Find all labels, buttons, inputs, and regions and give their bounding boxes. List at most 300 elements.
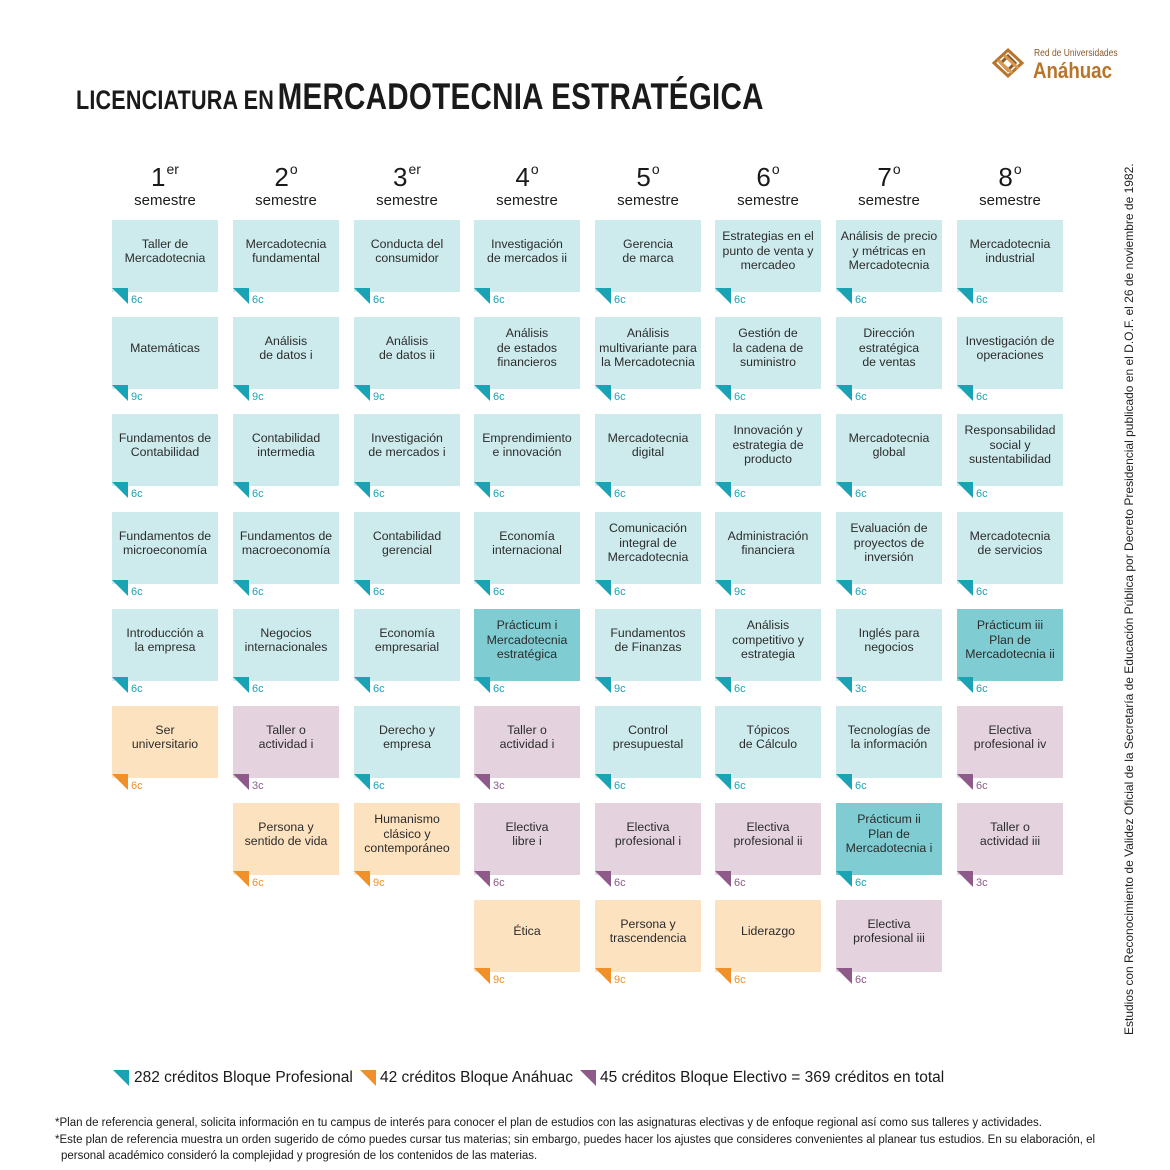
course-card <box>354 803 460 889</box>
block-marker-icon <box>354 385 370 401</box>
course-card <box>233 706 339 792</box>
profesional-marker-icon <box>113 1070 129 1086</box>
credit-value: 9c <box>614 974 626 986</box>
block-marker-icon <box>474 871 490 887</box>
course-name: Mercadotecnia de servicios <box>969 528 1051 557</box>
semester-header-3 <box>354 152 460 209</box>
electivo-marker-icon <box>580 1070 596 1086</box>
course-credits <box>957 486 1017 500</box>
legend-anahuac: 42 créditos Bloque Anáhuac <box>380 1069 574 1086</box>
block-marker-icon <box>233 580 249 596</box>
course-name: Investigación de mercados ii <box>487 236 567 265</box>
credit-value: 6c <box>855 488 867 500</box>
course-card <box>836 706 942 792</box>
course-name: Prácticum iii Plan de Mercadotecnia ii <box>965 618 1055 662</box>
course-credits <box>595 875 655 889</box>
course-name: Humanismo clásico y contemporáneo <box>364 812 450 856</box>
course-name: Administración financiera <box>727 528 809 557</box>
course-credits <box>595 292 655 306</box>
course-card <box>957 803 1063 889</box>
block-marker-icon <box>957 580 973 596</box>
course-name: Análisis competitivo y estrategia <box>732 618 804 662</box>
course-card <box>836 803 942 889</box>
block-marker-icon <box>836 774 852 790</box>
course-name: Taller o actividad iii <box>979 819 1041 848</box>
course-name: Electiva profesional iv <box>973 722 1047 751</box>
course-name: Electiva profesional iii <box>853 916 925 945</box>
course-card <box>474 317 580 403</box>
course-credits <box>233 681 293 695</box>
course-credits <box>474 389 534 403</box>
semester-label: semestre <box>617 192 679 209</box>
block-marker-icon <box>715 288 731 304</box>
block-marker-icon <box>715 871 731 887</box>
block-marker-icon <box>474 385 490 401</box>
course-name: Análisis de estados financieros <box>496 326 558 370</box>
course-name: Análisis de datos i <box>259 333 313 362</box>
credit-value: 6c <box>976 294 988 306</box>
course-credits <box>836 292 896 306</box>
course-card <box>112 512 218 598</box>
course-name: Análisis multivariante para la Mercadotecnia <box>599 326 697 370</box>
course-card <box>233 414 339 500</box>
course-credits <box>474 584 534 598</box>
legend-electivo: 45 créditos Bloque Electivo = 369 créditos en total <box>600 1069 945 1086</box>
course-card <box>112 706 218 792</box>
course-credits <box>595 972 655 986</box>
course-card <box>715 512 821 598</box>
course-credits <box>112 389 172 403</box>
credit-value: 6c <box>614 877 626 889</box>
block-marker-icon <box>595 677 611 693</box>
course-name: Gestión de la cadena de suministro <box>732 326 804 370</box>
course-name: Innovación y estrategia de producto <box>732 423 804 467</box>
course-name: Taller o actividad i <box>258 722 314 751</box>
block-marker-icon <box>836 968 852 984</box>
credit-value: 6c <box>493 294 505 306</box>
credit-value: 3c <box>252 780 264 792</box>
course-name: Persona y trascendencia <box>609 916 687 945</box>
course-card <box>233 220 339 306</box>
credit-value: 6c <box>131 586 143 598</box>
course-credits <box>957 778 1017 792</box>
course-credits <box>595 389 655 403</box>
course-name: Tópicos de Cálculo <box>738 722 798 751</box>
course-credits <box>715 389 775 403</box>
credit-value: 6c <box>252 294 264 306</box>
course-name: Derecho y empresa <box>378 722 436 751</box>
course-card <box>715 706 821 792</box>
course-credits <box>233 875 293 889</box>
credit-value: 6c <box>855 391 867 403</box>
credit-value: 9c <box>734 586 746 598</box>
course-credits <box>354 584 414 598</box>
course-name: Electiva profesional i <box>614 819 682 848</box>
block-marker-icon <box>836 677 852 693</box>
course-name: Economía internacional <box>492 528 562 557</box>
credit-value: 9c <box>131 391 143 403</box>
course-card <box>715 414 821 500</box>
course-card <box>595 706 701 792</box>
footnote-2: *Este plan de referencia muestra un orden sugerido de cómo puedes cursar tus materias; sin embargo, puedes hacer los ajustes que consideres convenientes al planear tus estudios. En su elaboración, el <box>55 1133 1096 1146</box>
credit-value: 6c <box>976 683 988 695</box>
block-marker-icon <box>474 774 490 790</box>
course-name: Negocios internacionales <box>244 625 328 654</box>
course-card <box>595 609 701 695</box>
course-name: Mercadotecnia fundamental <box>245 236 327 265</box>
semester-header-8 <box>957 152 1063 209</box>
course-name: Dirección estratégica de ventas <box>858 326 920 370</box>
credit-value: 6c <box>493 877 505 889</box>
block-marker-icon <box>957 288 973 304</box>
course-card <box>595 803 701 889</box>
credit-value: 6c <box>976 780 988 792</box>
course-card <box>957 414 1063 500</box>
credit-value: 6c <box>252 877 264 889</box>
block-marker-icon <box>595 385 611 401</box>
course-card <box>474 220 580 306</box>
credit-value: 6c <box>614 294 626 306</box>
course-card <box>474 512 580 598</box>
block-marker-icon <box>836 871 852 887</box>
course-credits <box>715 972 775 986</box>
course-card <box>112 220 218 306</box>
course-credits <box>354 778 414 792</box>
course-card <box>354 512 460 598</box>
course-credits <box>836 778 896 792</box>
credit-value: 6c <box>373 294 385 306</box>
credit-value: 6c <box>734 877 746 889</box>
course-card <box>715 317 821 403</box>
course-credits <box>354 875 414 889</box>
course-credits <box>474 778 534 792</box>
block-marker-icon <box>957 677 973 693</box>
course-credits <box>354 486 414 500</box>
credit-value: 9c <box>373 391 385 403</box>
footnotes <box>55 1115 1145 1165</box>
anahuac-marker-icon <box>360 1070 376 1086</box>
semester-header-4 <box>474 152 580 209</box>
semester-number: 3er <box>393 161 421 192</box>
credit-value: 6c <box>855 586 867 598</box>
course-name: Ser universitario <box>131 722 199 751</box>
course-name: Mercadotecnia digital <box>607 430 689 459</box>
credit-value: 6c <box>131 780 143 792</box>
block-marker-icon <box>836 385 852 401</box>
credit-value: 6c <box>493 683 505 695</box>
course-credits <box>836 486 896 500</box>
semester-number: 6$^o$ <box>756 161 780 192</box>
course-credits <box>836 584 896 598</box>
course-credits <box>474 972 534 986</box>
semester-label: semestre <box>737 192 799 209</box>
credit-value: 9c <box>493 974 505 986</box>
course-name: Mercadotecnia industrial <box>969 236 1051 265</box>
course-card <box>474 414 580 500</box>
block-marker-icon <box>957 385 973 401</box>
credit-value: 6c <box>131 488 143 500</box>
course-card <box>836 414 942 500</box>
block-marker-icon <box>112 677 128 693</box>
course-card <box>233 512 339 598</box>
course-card <box>836 317 942 403</box>
semester-label: semestre <box>858 192 920 209</box>
block-marker-icon <box>112 385 128 401</box>
block-marker-icon <box>354 288 370 304</box>
block-marker-icon <box>715 482 731 498</box>
course-name: Estrategias en el punto de venta y mercadeo <box>722 229 814 273</box>
course-credits <box>957 584 1017 598</box>
block-marker-icon <box>354 580 370 596</box>
credit-value: 3c <box>493 780 505 792</box>
course-card <box>354 414 460 500</box>
course-credits <box>957 389 1017 403</box>
block-marker-icon <box>233 677 249 693</box>
block-marker-icon <box>595 871 611 887</box>
block-marker-icon <box>957 871 973 887</box>
block-marker-icon <box>354 677 370 693</box>
course-card <box>836 220 942 306</box>
credit-value: 9c <box>614 683 626 695</box>
course-name: Economía empresarial <box>374 625 440 654</box>
course-name: Liderazgo <box>740 923 795 938</box>
block-marker-icon <box>474 482 490 498</box>
course-name: Conducta del consumidor <box>370 236 444 265</box>
block-marker-icon <box>595 482 611 498</box>
credit-value: 6c <box>614 780 626 792</box>
course-name: Responsabilidad social y sustentabilidad <box>964 423 1056 467</box>
side-legal-note: Estudios con Reconocimiento de Validez Oficial de la Secretaría de Educación Pública por Decreto Presidencial publicado en el D.O.F. el 26 de noviembre de 1982. <box>1122 163 1136 1035</box>
block-marker-icon <box>233 774 249 790</box>
credit-value: 6c <box>976 586 988 598</box>
credit-value: 6c <box>734 974 746 986</box>
course-name: Mercadotecnia global <box>848 430 930 459</box>
block-marker-icon <box>233 288 249 304</box>
course-name: Comunicación integral de Mercadotecnia <box>607 521 689 565</box>
course-credits <box>715 681 775 695</box>
credit-value: 6c <box>976 391 988 403</box>
credit-value: 3c <box>855 683 867 695</box>
credit-value: 6c <box>855 780 867 792</box>
semester-header-2 <box>233 152 339 209</box>
block-marker-icon <box>595 580 611 596</box>
course-card <box>474 900 580 986</box>
semester-label: semestre <box>496 192 558 209</box>
course-name: Emprendimiento e innovación <box>482 430 572 459</box>
course-credits <box>233 292 293 306</box>
course-card <box>715 220 821 306</box>
course-credits <box>957 681 1017 695</box>
course-credits <box>957 875 1017 889</box>
logo-text-main: Anáhuac <box>1033 58 1112 83</box>
semester-number: 2$^o$ <box>274 161 298 192</box>
course-card <box>233 803 339 889</box>
course-name: Control presupuestal <box>612 722 684 751</box>
course-credits <box>715 778 775 792</box>
block-marker-icon <box>112 580 128 596</box>
block-marker-icon <box>474 580 490 596</box>
course-credits <box>233 778 293 792</box>
credit-value: 6c <box>734 780 746 792</box>
block-marker-icon <box>595 968 611 984</box>
course-credits <box>595 486 655 500</box>
course-credits <box>595 778 655 792</box>
course-card <box>354 609 460 695</box>
anahuac-logo-icon <box>990 46 1030 80</box>
course-card <box>957 512 1063 598</box>
course-credits <box>715 875 775 889</box>
course-credits <box>474 875 534 889</box>
course-name: Ética <box>513 923 541 938</box>
credit-value: 6c <box>734 683 746 695</box>
block-marker-icon <box>595 774 611 790</box>
block-marker-icon <box>112 482 128 498</box>
course-name: Evaluación de proyectos de inversión <box>850 521 928 565</box>
course-credits <box>957 292 1017 306</box>
credit-value: 6c <box>252 488 264 500</box>
course-card <box>474 609 580 695</box>
course-card <box>836 900 942 986</box>
block-marker-icon <box>112 288 128 304</box>
course-credits <box>836 389 896 403</box>
course-card <box>354 706 460 792</box>
credit-value: 9c <box>373 877 385 889</box>
block-marker-icon <box>715 677 731 693</box>
course-name: Contabilidad gerencial <box>372 528 442 557</box>
block-marker-icon <box>233 871 249 887</box>
course-card <box>957 609 1063 695</box>
credit-value: 6c <box>493 586 505 598</box>
semester-label: semestre <box>134 192 196 209</box>
semester-number: 7$^o$ <box>877 161 901 192</box>
block-marker-icon <box>354 774 370 790</box>
block-marker-icon <box>715 385 731 401</box>
course-name: Gerencia de marca <box>622 236 674 265</box>
course-card <box>112 317 218 403</box>
course-name: Fundamentos de macroeconomía <box>239 528 333 557</box>
credit-value: 6c <box>373 683 385 695</box>
course-card <box>474 803 580 889</box>
course-credits <box>595 584 655 598</box>
course-name: Investigación de mercados i <box>368 430 446 459</box>
course-credits <box>715 292 775 306</box>
course-name: Investigación de operaciones <box>965 333 1055 362</box>
course-name: Análisis de datos ii <box>378 333 436 362</box>
course-credits <box>474 486 534 500</box>
block-marker-icon <box>836 482 852 498</box>
page-title <box>76 76 764 118</box>
credit-value: 6c <box>976 488 988 500</box>
semester-number: 5$^o$ <box>636 161 660 192</box>
course-credits <box>836 875 896 889</box>
block-marker-icon <box>474 968 490 984</box>
block-marker-icon <box>354 871 370 887</box>
course-name: Prácticum ii Plan de Mercadotecnia i <box>845 812 933 856</box>
course-name: Tecnologías de la información <box>847 722 931 751</box>
course-name: Persona y sentido de vida <box>244 819 328 848</box>
credit-value: 6c <box>493 391 505 403</box>
semester-header-7 <box>836 152 942 209</box>
credit-value: 6c <box>131 683 143 695</box>
course-name: Contabilidad intermedia <box>251 430 321 459</box>
block-marker-icon <box>112 774 128 790</box>
course-card <box>112 609 218 695</box>
course-name: Análisis de precio y métricas en Mercadotecnia <box>840 229 938 273</box>
course-credits <box>715 584 775 598</box>
course-credits <box>112 486 172 500</box>
course-credits <box>595 681 655 695</box>
course-credits <box>354 292 414 306</box>
course-credits <box>233 584 293 598</box>
course-credits <box>112 292 172 306</box>
course-credits <box>715 486 775 500</box>
course-card <box>715 803 821 889</box>
title-main: MERCADOTECNIA ESTRATÉGICA <box>277 76 764 117</box>
course-card <box>595 512 701 598</box>
course-credits <box>112 681 172 695</box>
course-credits <box>112 584 172 598</box>
semester-header-1 <box>112 152 218 209</box>
course-card <box>715 609 821 695</box>
footnote-1: *Plan de referencia general, solicita información en tu campus de interés para conocer el plan de estudios con las asignaturas electivas y de enfoque regional así como sus talleres y actividades. <box>55 1117 1043 1129</box>
block-marker-icon <box>233 482 249 498</box>
semester-label: semestre <box>255 192 317 209</box>
block-marker-icon <box>715 968 731 984</box>
course-name: Fundamentos de Finanzas <box>610 625 686 654</box>
course-credits <box>836 972 896 986</box>
course-name: Taller o actividad i <box>499 722 555 751</box>
block-marker-icon <box>474 677 490 693</box>
course-name: Prácticum i Mercadotecnia estratégica <box>486 618 568 662</box>
credit-value: 6c <box>252 586 264 598</box>
course-name: Taller de Mercadotecnia <box>124 236 206 265</box>
course-credits <box>233 389 293 403</box>
course-name: Matemáticas <box>130 340 200 355</box>
course-credits <box>354 389 414 403</box>
course-card <box>112 414 218 500</box>
credit-value: 6c <box>855 294 867 306</box>
course-card <box>595 317 701 403</box>
course-credits <box>112 778 172 792</box>
credit-value: 6c <box>855 974 867 986</box>
semester-label: semestre <box>376 192 438 209</box>
legend-profesional: 282 créditos Bloque Profesional <box>134 1069 353 1086</box>
block-marker-icon <box>474 288 490 304</box>
block-marker-icon <box>957 774 973 790</box>
course-credits <box>474 292 534 306</box>
block-marker-icon <box>595 288 611 304</box>
course-name: Electiva libre i <box>505 819 549 848</box>
credit-value: 6c <box>855 877 867 889</box>
course-credits <box>836 681 896 695</box>
course-name: Fundamentos de Contabilidad <box>118 430 212 459</box>
course-name: Electiva profesional ii <box>733 819 803 848</box>
semester-number: 4$^o$ <box>515 161 539 192</box>
block-marker-icon <box>715 774 731 790</box>
credit-value: 6c <box>734 488 746 500</box>
semester-number: 1er <box>151 161 179 192</box>
credit-value: 6c <box>252 683 264 695</box>
credit-value: 6c <box>373 488 385 500</box>
course-card <box>233 609 339 695</box>
semester-header-5 <box>595 152 701 209</box>
semester-number: 8$^o$ <box>998 161 1022 192</box>
course-card <box>957 220 1063 306</box>
block-marker-icon <box>233 385 249 401</box>
course-credits <box>233 486 293 500</box>
credit-value: 6c <box>131 294 143 306</box>
credit-value: 6c <box>614 488 626 500</box>
